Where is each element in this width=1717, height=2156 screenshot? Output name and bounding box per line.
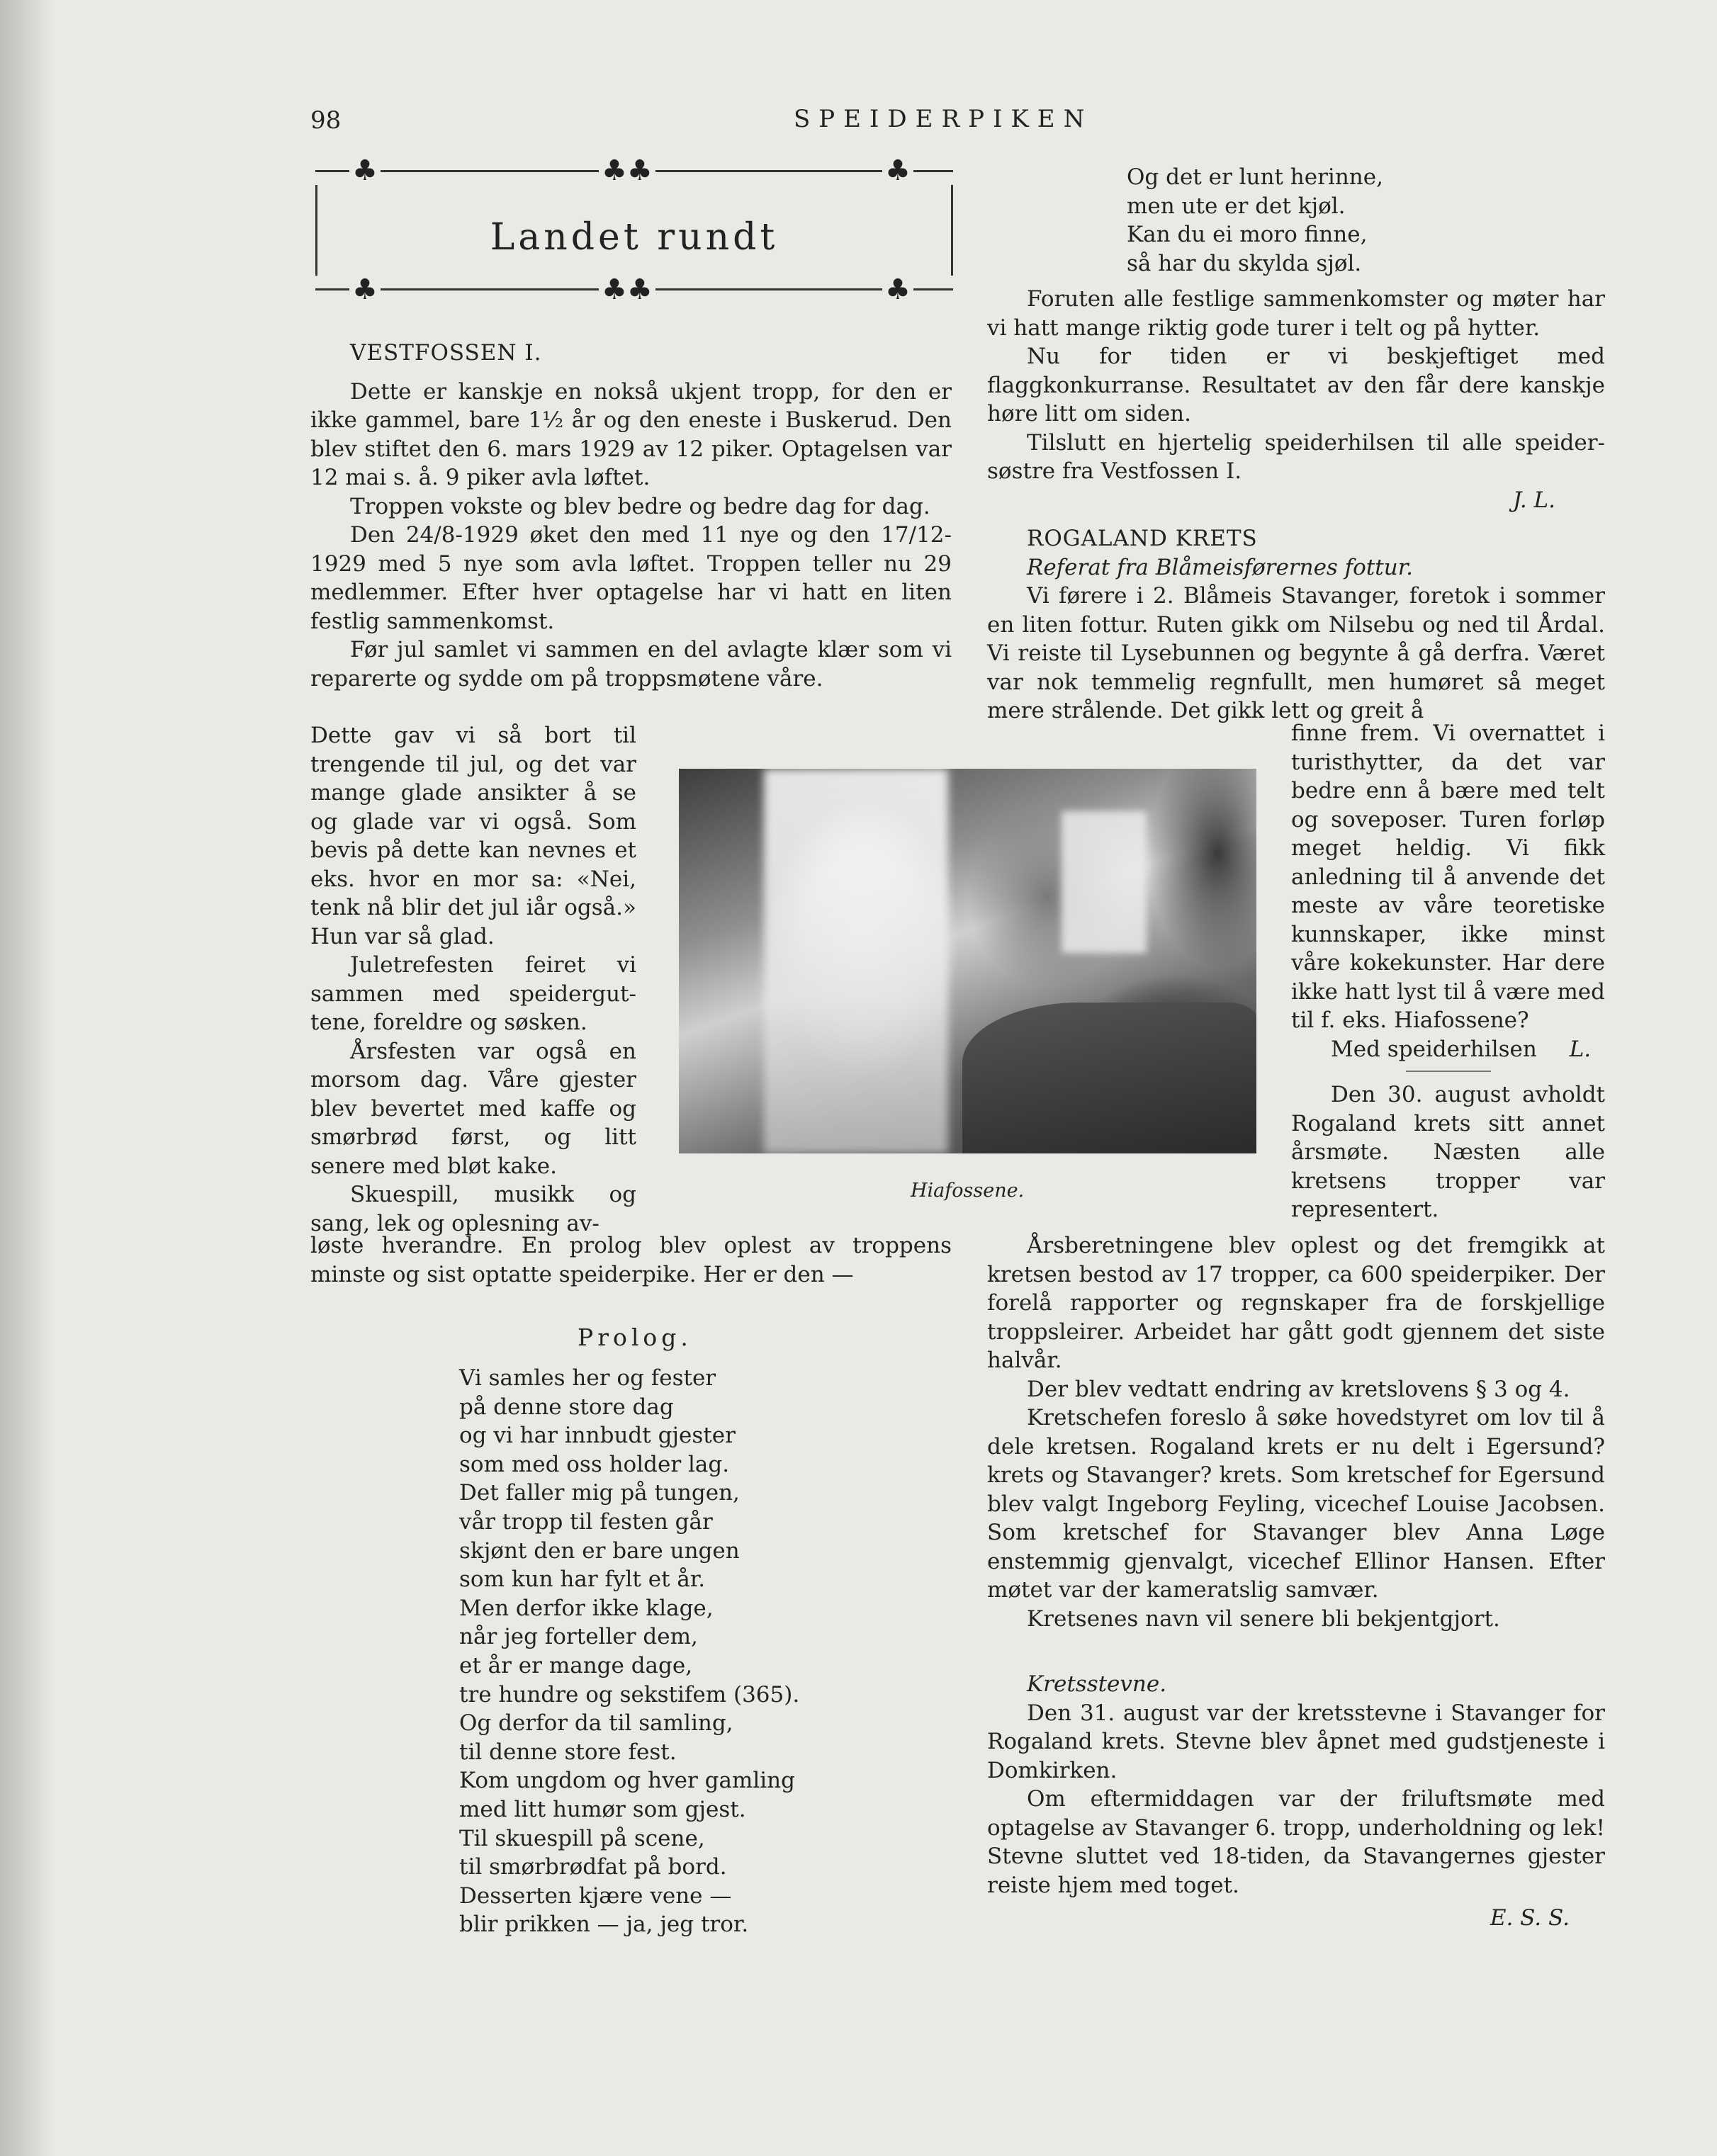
rogaland-paragraph: finne frem. Vi overnattet i turisthytter, da det var bedre enn å bære med telt og soveposer. Turen forløp meget heldig. Vi fikk anledning til å anvende det meste av våre teoretiske kunnskaper, ikke minst våre kokekunster. Har dere ikke hatt lyst til å være med til f. eks. Hiafossene? xyxy=(1291,721,1605,1033)
poem-line: tre hundre og sekstifem (365). xyxy=(459,1681,800,1708)
poem-line: så har du skylda sjøl. xyxy=(1127,250,1362,276)
vestfossen-paragraph: Tilslutt en hjertelig speiderhilsen til alle speider-søstre fra Vestfossen I. xyxy=(987,429,1605,484)
poem-line: som kun har fylt et år. xyxy=(459,1567,706,1593)
poem-line: Kan du ei moro finne, xyxy=(1127,222,1368,248)
poem-line: med litt humør som gjest. xyxy=(459,1796,746,1822)
rogaland-paragraph: Den 30. august avholdt Rogaland krets sitt annet årsmøte. Næsten alle kretsens tropper var representert. xyxy=(1291,1082,1605,1222)
vestfossen-paragraph: Skuespill, musikk og sang, lek og oplesning av- xyxy=(310,1182,636,1236)
right-column-lower xyxy=(987,1231,1605,1933)
right-column xyxy=(987,285,1605,726)
page-gutter xyxy=(0,0,55,2156)
poem-line: Det faller mig på tungen, xyxy=(459,1480,740,1506)
poem-line: men ute er det kjøl. xyxy=(1127,193,1346,219)
prolog-title: Prolog. xyxy=(578,1323,692,1351)
vestfossen-paragraph: Juletrefesten feiret vi sammen med speidergut-tene, foreldre og søsken. xyxy=(310,952,636,1035)
prolog-poem-continued xyxy=(1127,163,1383,278)
greeting-line xyxy=(1291,1035,1605,1064)
vestfossen-paragraph: Nu for tiden er vi beskjeftiget med flaggkonkurranse. Resultatet av den får dere kanskje høre litt om siden. xyxy=(987,344,1605,427)
waterfall-highlight xyxy=(1062,811,1147,953)
page-number: 98 xyxy=(310,106,342,135)
vestfossen-paragraph: Den 24/8-1929 øket den med 11 nye og den 17/12-1929 med 5 nye som avla løftet. Troppen teller nu 29 medlemmer. Efter hver optagelse har vi hatt en liten festlig sammenkomst. xyxy=(310,522,952,634)
poem-line: Vi samles her og fester xyxy=(459,1365,716,1391)
section-title: Landet rundt xyxy=(490,216,779,259)
rogaland-paragraph: Vi førere i 2. Blåmeis Stavanger, foretok i sommer en liten fottur. Ruten gikk om Nilsebu og ned til Årdal. Vi reiste til Lysebunnen og begynte å gå derfra. Været var nok temmelig regnfullt, men humøret så meget mere strålende. Det gikk lett og greit å xyxy=(987,583,1605,723)
photo-caption: Hiafossene. xyxy=(911,1180,1025,1202)
clover-ornament-icon: ♣ xyxy=(882,276,913,304)
clover-ornament-icon: ♣ xyxy=(349,157,381,185)
section-title-frame xyxy=(315,154,953,306)
poem-line: vår tropp til festen går xyxy=(459,1508,713,1535)
right-narrow-column xyxy=(1291,719,1605,1224)
poem-line: et år er mange dage, xyxy=(459,1652,693,1678)
rogaland-paragraph: Kretsenes navn vil senere bli bekjentgjort. xyxy=(1027,1605,1500,1632)
vestfossen-heading: VESTFOSSEN I. xyxy=(350,340,542,366)
poem-line: som med oss holder lag. xyxy=(459,1451,730,1477)
clover-ornament-icon: ♣♣ xyxy=(599,276,655,304)
rogaland-heading: ROGALAND KRETS xyxy=(1027,526,1258,551)
signature-ess: E. S. S. xyxy=(1490,1905,1570,1931)
poem-line: på denne store dag xyxy=(459,1394,674,1420)
divider xyxy=(1406,1071,1491,1072)
kretsstevne-paragraph: Om eftermiddagen var der friluftsmøte med optagelse av Stavanger 6. tropp, underholdning og lek! Stevne sluttet ved 18-tiden, da Stavangernes gjester reiste hjem med toget. xyxy=(987,1786,1606,1898)
poem-line: skjønt den er bare ungen xyxy=(459,1537,740,1564)
journal-title: SPEIDERPIKEN xyxy=(794,105,1093,133)
rock-shadow xyxy=(962,1003,1256,1153)
vestfossen-paragraph: Troppen vokste og blev bedre og bedre dag for dag. xyxy=(350,493,930,519)
clover-ornament-icon: ♣ xyxy=(349,276,381,304)
clover-ornament-icon: ♣ xyxy=(882,157,913,185)
waterfall-photo xyxy=(679,769,1256,1153)
vestfossen-paragraph: Årsfesten var også en morsom dag. Våre gjester blev bevertet med kaffe og smørbrød først, og litt senere med bløt kake. xyxy=(310,1038,636,1179)
poem-line: Kom ungdom og hver gamling xyxy=(459,1768,795,1794)
greeting-text: Med speiderhilsen xyxy=(1331,1036,1537,1062)
vestfossen-paragraph: Dette er kanskje en nokså ukjent tropp, for den er ikke gammel, bare 1½ år og den eneste i Buskerud. Den blev stiftet den 6. mars 1929 av 12 piker. Optagelsen var 12 mai s. å. 9 piker avla løftet. xyxy=(310,378,952,490)
poem-line: Og det er lunt herinne, xyxy=(1127,164,1383,190)
signature-jl: J. L. xyxy=(1512,487,1555,513)
poem-line: Desserten kjære vene — xyxy=(459,1883,732,1909)
kretsstevne-paragraph: Den 31. august var der kretsstevne i Stavanger for Rogaland krets. Stevne blev åpnet med gudstjeneste i Domkirken. xyxy=(987,1700,1605,1783)
vestfossen-paragraph: Foruten alle festlige sammenkomster og møter har vi hatt mange riktig gode turer i telt og på hytter. xyxy=(987,286,1605,341)
vestfossen-paragraph: Før jul samlet vi sammen en del avlagte klær som vi reparerte og sydde om på troppsmøtene våre. xyxy=(310,637,952,692)
poem-line: til smørbrødfat på bord. xyxy=(459,1854,727,1880)
clover-ornament-icon: ♣♣ xyxy=(599,157,655,185)
referat-subheading: Referat fra Blåmeisførernes fottur. xyxy=(1027,554,1413,580)
left-column xyxy=(310,339,952,693)
signature-l: L. xyxy=(1569,1036,1592,1062)
rogaland-paragraph: Kretschefen foreslo å søke hovedstyret om lov til å dele kretsen. Rogaland krets er nu delt i Egersund? krets og Stavanger? krets. Som kretschef for Egersund blev valgt Ingeborg Feyling, vicechef Louise Jacobsen. Som kretschef for Stavanger blev Anna Løge enstemmig gjenvalgt, vicechef Ellinor Hansen. Efter møtet var der kameratslig samvær. xyxy=(987,1405,1605,1603)
poem-line: Til skuespill på scene, xyxy=(459,1825,705,1851)
poem-line: til denne store fest. xyxy=(459,1739,677,1765)
left-narrow-column xyxy=(310,721,636,1238)
rogaland-paragraph: Årsberetningene blev oplest og det fremgikk at kretsen bestod av 17 tropper, ca 600 speiderpiker. Der forelå rapporter og regnskaper fra de forskjellige troppsleirer. Arbeidet har gått godt gjennem det siste halvår. xyxy=(987,1233,1605,1373)
poem-line: blir prikken — ja, jeg tror. xyxy=(459,1912,749,1938)
rogaland-paragraph: Der blev vedtatt endring av kretslovens § 3 og 4. xyxy=(1027,1376,1570,1402)
vestfossen-paragraph: Dette gav vi så bort til trengende til jul, og det var mange glade ansikter å se og glade var vi også. Som bevis på dette kan nevnes et eks. hvor en mor sa: «Nei, tenk nå blir det jul iår også.» Hun var så glad. xyxy=(310,723,636,949)
poem-line: og vi har innbudt gjester xyxy=(459,1423,736,1449)
prolog-poem xyxy=(459,1364,799,1939)
left-column-lower xyxy=(310,1231,952,1289)
kretsstevne-subheading: Kretsstevne. xyxy=(1027,1671,1167,1697)
poem-line: Og derfor da til samling, xyxy=(459,1710,733,1737)
poem-line: Men derfor ikke klage, xyxy=(459,1595,714,1621)
vestfossen-paragraph: løste hverandre. En prolog blev oplest av troppens minste og sist optatte speiderpike. Her er den — xyxy=(310,1233,952,1287)
waterfall-highlight xyxy=(764,769,948,1153)
poem-line: når jeg forteller dem, xyxy=(459,1624,698,1650)
